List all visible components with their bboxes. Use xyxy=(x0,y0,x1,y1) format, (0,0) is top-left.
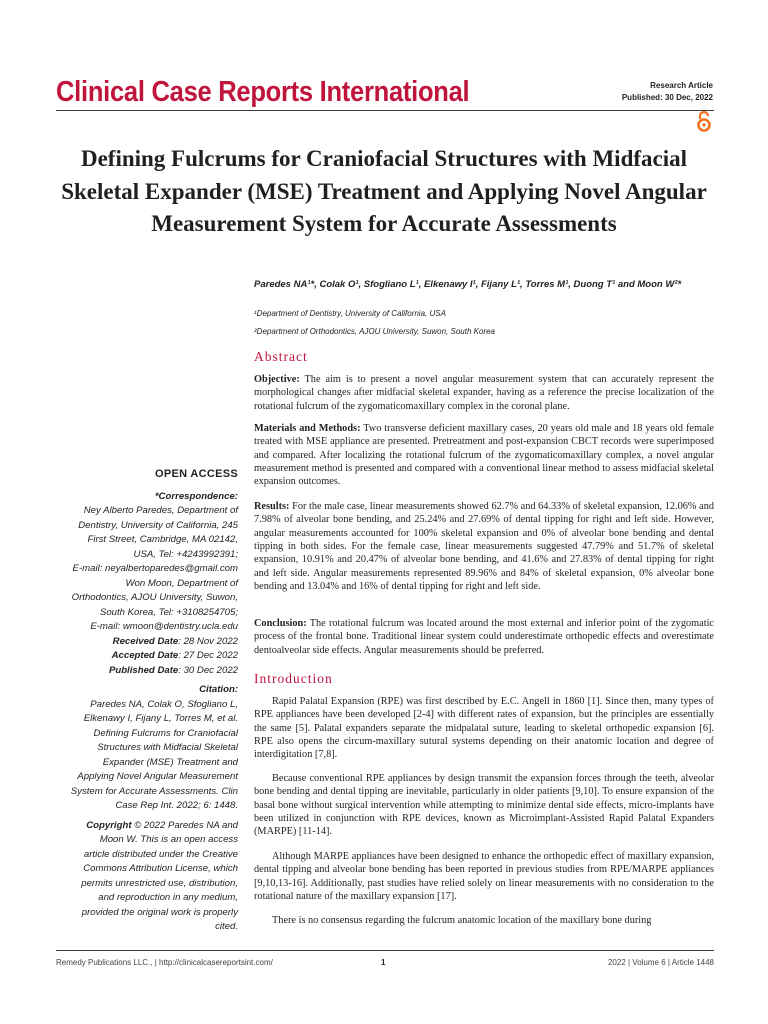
citation-line: System for Accurate Assessments. Clin xyxy=(70,785,238,797)
objective-text: The aim is to present a novel angular measurement system that can accurately represent the morphological changes after midfacial skeletal expander, having as a reference the precise localization of the rotational fulcrum of the zygomaticomaxillary complex in the coronal plane. xyxy=(254,374,714,412)
copyright-line: provided the original work is properly xyxy=(81,906,238,918)
published-date xyxy=(40,664,238,679)
open-access-lock-icon xyxy=(695,110,713,132)
correspondence-line: Won Moon, Department of xyxy=(125,577,238,589)
correspondence-email[interactable]: E-mail: wmoon@dentistry.ucla.edu xyxy=(90,621,238,632)
conclusion-text: The rotational fulcrum was located around the most external and inferior point of the zygomatic process of the frontal bone. Traditional linear system could underestimate orthopedic effects and overestimate dentoalveolar side effects. Angular measurements should be preferred. xyxy=(254,618,714,656)
header-rule xyxy=(56,110,714,111)
abstract-heading: Abstract xyxy=(254,349,308,364)
accepted-date xyxy=(40,649,238,664)
published-date-header: Published: 30 Dec, 2022 xyxy=(621,93,713,102)
author-list: Paredes NA¹*, Colak O¹, Sfogliano L¹, Elkenawy I¹, Fijany L¹, Torres M¹, Duong T¹ and Moon W²* xyxy=(254,279,682,290)
citation-line: Structures with Midfacial Skeletal xyxy=(97,742,238,753)
received-date xyxy=(40,635,238,650)
citation-line: Elkenawy I, Fijany L, Torres M, et al. xyxy=(83,713,238,724)
received-label: Received Date xyxy=(112,635,179,647)
citation-line: Case Rep Int. 2022; 6: 1448. xyxy=(115,800,238,811)
correspondence-line: Ney Alberto Paredes, Department of xyxy=(83,505,238,516)
article-title: Defining Fulcrums for Craniofacial Structures with Midfacial Skeletal Expander (MSE) Treatment and Applying Novel Angular Measurement System for Accurate Assessments xyxy=(61,146,707,236)
citation-line: Paredes NA, Colak O, Sfogliano L, xyxy=(90,698,238,710)
copyright-line: and reproduction in any medium, xyxy=(98,892,238,903)
introduction-heading: Introduction xyxy=(254,671,333,686)
footer-rule xyxy=(56,950,714,951)
copyright-line: cited. xyxy=(215,921,238,932)
correspondence-line: First Street, Cambridge, MA 02142, xyxy=(87,534,238,545)
open-access-label: OPEN ACCESS xyxy=(155,468,238,480)
copyright-line: Moon W. This is an open access xyxy=(99,834,238,845)
correspondence-line: Orthodontics, AJOU University, Suwon, xyxy=(71,592,238,603)
citation-line: Expander (MSE) Treatment and xyxy=(102,756,238,768)
objective-label: Objective: xyxy=(254,374,300,385)
accepted-label: Accepted Date xyxy=(111,650,179,661)
received-value: : 28 Nov 2022 xyxy=(178,635,238,647)
intro-paragraph-3: Although MARPE appliances have been designed to enhance the orthopedic effect of maxillary expansion, dental tipping and alveolar bone bending has been reported in previous studies from RPE/MARPE appliances [9,10,13-16]. Additionally, past studies have relied solely on linear measurements with no consideration to the rotational nature of the maxillary expansion [17]. xyxy=(254,851,714,903)
methods-text: Two transverse deficient maxillary cases, 20 years old male and 18 years old female treated with MSE appliance are presented. Pretreatment and post-expansion CBCT records were superimposed and compared. After localizing the rotational fulcrum of the zygomaticomaxillary complex, a novel angular measurement method is presented and compared with a conventional linear method to assess midfacial skeletal expansion outcomes. xyxy=(254,423,714,488)
sidebar-info xyxy=(40,467,238,935)
copyright-line: article distributed under the Creative xyxy=(83,848,238,860)
published-label: Published Date xyxy=(108,664,179,676)
copyright-text: © 2022 Paredes NA and xyxy=(134,819,238,831)
results-text: For the male case, linear measurements showed 62.7% and 64.33% of skeletal expansion, 12.06% and 7.98% of alveolar bone bending, and 25.24% and 27.69% of dental tipping for right and left side. However, angular measurements accounted for 100% skeletal expansion and 0% of alveolar bone bending and dental tipping in both sides. For the female case, linear measurements suggested 47.79% and 51.7% of skeletal expansion, 10.91% and 20.47% of alveolar bone bending, and 41.6% and 27.83% of dental tipping for right and left side. Angular measurements represented 89.96% and 84% of skeletal expansion, 0% alveolar bone bending and 13.04% and 16% of dental tipping for right and left side. xyxy=(254,501,714,593)
affiliation-2: ²Department of Orthodontics, AJOU University, Suwon, South Korea xyxy=(254,327,495,336)
accepted-value: : 27 Dec 2022 xyxy=(178,650,238,661)
abstract-conclusion xyxy=(254,617,714,657)
copyright-line xyxy=(40,819,238,834)
abstract-methods xyxy=(254,422,714,489)
copyright-line: Commons Attribution License, which xyxy=(83,863,238,874)
affiliation-1: ¹Department of Dentistry, University of California, USA xyxy=(254,309,446,318)
methods-label: Materials and Methods: xyxy=(254,423,361,434)
abstract-results xyxy=(254,500,714,593)
footer-publisher-link[interactable]: Remedy Publications LLC., | http://clinicalcasereportsint.com/ xyxy=(56,958,273,967)
citation-label: Citation: xyxy=(199,684,238,695)
citation-line: Defining Fulcrums for Craniofacial xyxy=(93,727,238,739)
correspondence-label: *Correspondence: xyxy=(154,490,238,502)
abstract-objective xyxy=(254,373,714,413)
copyright-line: permits unrestricted use, distribution, xyxy=(81,877,238,889)
footer-volume: 2022 | Volume 6 | Article 1448 xyxy=(607,958,714,967)
correspondence-line: Dentistry, University of California, 245 xyxy=(78,519,238,531)
results-label: Results: xyxy=(254,501,290,512)
journal-name: Clinical Case Reports International xyxy=(56,76,470,108)
intro-paragraph-1: Rapid Palatal Expansion (RPE) was first described by E.C. Angell in 1860 [1]. Since then, many types of RPE appliances have been developed [2-4] with different rates of expansion, but the principles are essentially the same [5]. Palatal expanders separate the midpalatal suture, leading to skeletal orthopedic expansion [6]. RPE also opens the circum-maxillary sutural systems depending on their anatomic location and degree of interdigitation [7,8]. xyxy=(254,696,714,761)
article-meta xyxy=(513,80,713,104)
conclusion-label: Conclusion: xyxy=(254,618,307,629)
intro-paragraph-2: Because conventional RPE appliances by design transmit the expansion forces through the teeth, alveolar bone bending and dental tipping are inevitable, particularly in older patients [9,10]. To ensure expansion of the basal bone without surgical intervention while attempting to minimize dental side effects, micro-implants have been utilized in conjunction with RPE devices, known as Microimplant-Assisted Rapid Palatal Expanders (MARPE) [11-14]. xyxy=(254,773,714,838)
footer-page-number: 1 xyxy=(381,958,386,967)
citation-line: Applying Novel Angular Measurement xyxy=(77,771,238,782)
correspondence-line: South Korea, Tel: +3108254705; xyxy=(99,606,238,618)
article-type: Research Article xyxy=(650,81,713,90)
copyright-label: Copyright xyxy=(86,819,132,831)
correspondence-email[interactable]: E-mail: neyalbertoparedes@gmail.com xyxy=(72,563,238,574)
correspondence-line: USA, Tel: +4243992391; xyxy=(133,548,238,560)
intro-paragraph-4: There is no consensus regarding the fulcrum anatomic location of the maxillary bone during xyxy=(272,915,652,926)
published-value: : 30 Dec 2022 xyxy=(178,664,238,676)
